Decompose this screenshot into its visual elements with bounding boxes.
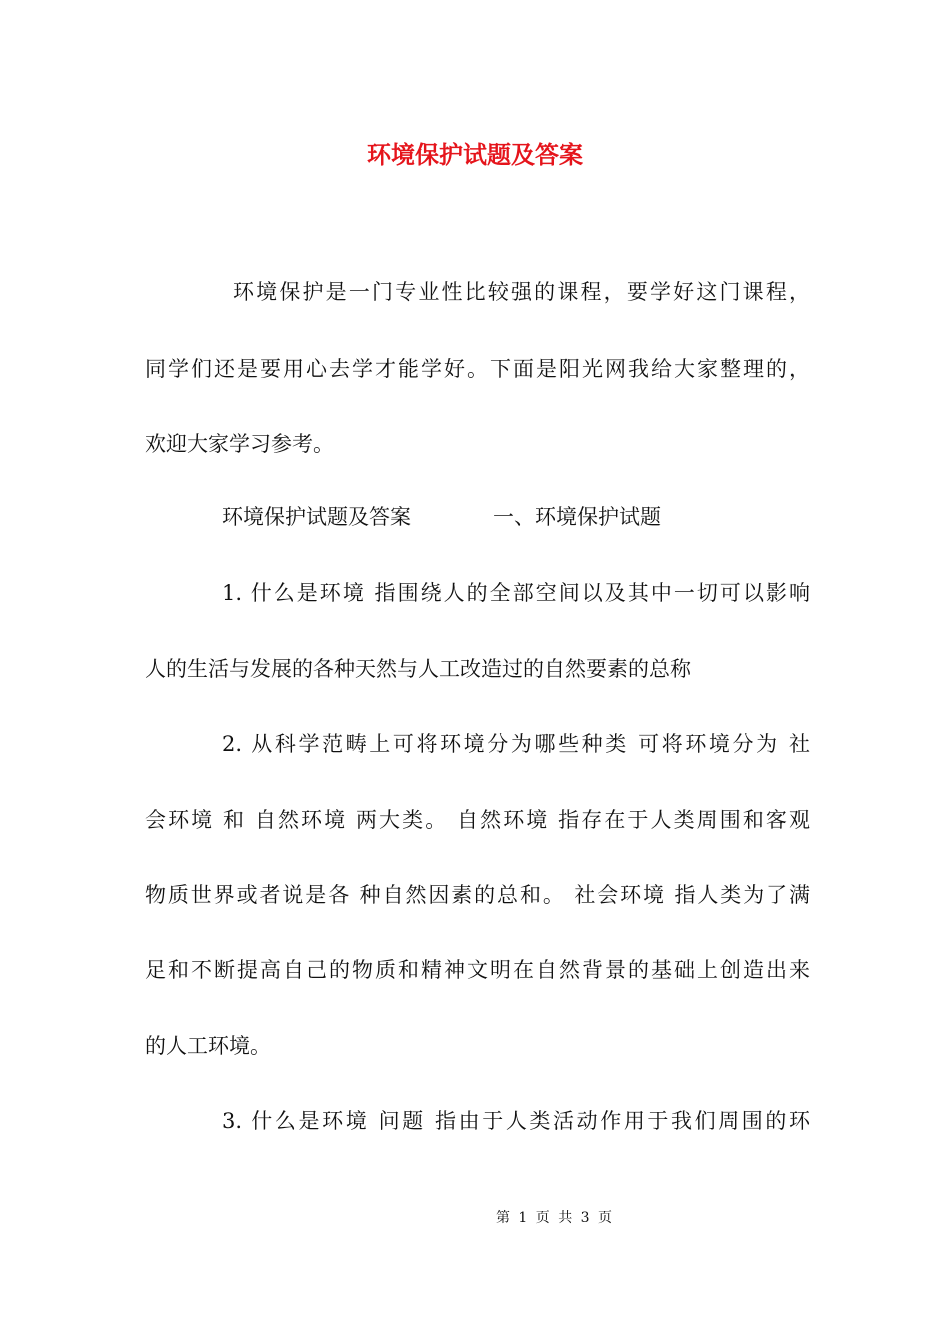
section-title: 环境保护试题及答案 — [222, 505, 411, 529]
q2-line-2: 会环境 和 自然环境 两大类。 自然环境 指存在于人类周围和客观 — [145, 808, 810, 832]
q1-line-1: 1. 什么是环境 指围绕人的全部空间以及其中一切可以影响 — [222, 581, 810, 605]
q3-line-1: 3. 什么是环境 问题 指由于人类活动作用于我们周围的环 — [222, 1109, 810, 1133]
q2-line-1: 2. 从科学范畴上可将环境分为哪些种类 可将环境分为 社 — [222, 732, 810, 756]
q1-line-2: 人的生活与发展的各种天然与人工改造过的自然要素的总称 — [145, 657, 691, 681]
page-number-footer: 第 1 页 共 3 页 — [495, 1210, 615, 1226]
q2-line-4: 足和不断提高自己的物质和精神文明在自然背景的基础上创造出来 — [145, 958, 810, 982]
intro-line-3: 欢迎大家学习参考。 — [145, 432, 334, 456]
intro-line-1: 环境保护是一门专业性比较强的课程，要学好这门课程， — [233, 280, 810, 304]
document-title: 环境保护试题及答案 — [367, 140, 583, 169]
section-subtitle: 一、环境保护试题 — [493, 505, 661, 529]
q2-line-5: 的人工环境。 — [145, 1034, 271, 1058]
q2-line-3: 物质世界或者说是各 种自然因素的总和。 社会环境 指人类为了满 — [145, 883, 810, 907]
intro-line-2: 同学们还是要用心去学才能学好。下面是阳光网我给大家整理的， — [145, 357, 810, 381]
